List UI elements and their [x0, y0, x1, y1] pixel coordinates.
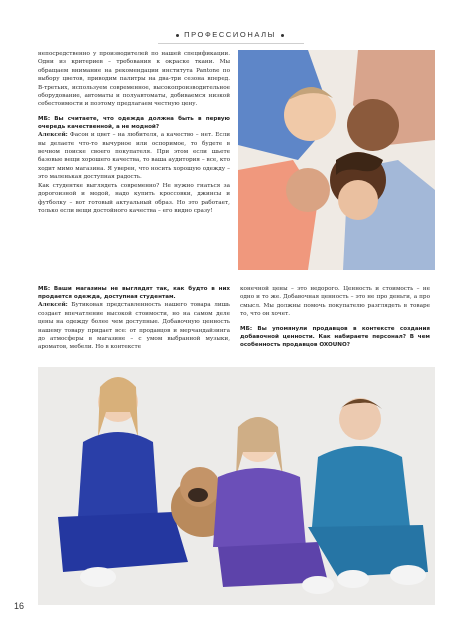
- interview-question: МБ: Ваши магазины не выглядят так, как будто в них продается одежда, доступная студентам.: [38, 286, 230, 301]
- section-title: ПРОФЕССИОНАЛЫ: [184, 30, 276, 39]
- interview-question: МБ: Вы считаете, что одежда должна быть в первую очередь качественной, а не модной?: [38, 115, 230, 131]
- speaker-name: Алексей:: [38, 132, 68, 139]
- paragraph: конечной цены – это недорого. Ценность и стоимость – не одно и то же. Добавочная ценность – это не про деньги, а про смысл. Мы должны помочь покупателю разглядеть в товаре то, что он хочет.: [240, 286, 430, 318]
- answer-text: Бутиковая представленность нашего товара лишь создает впечатление высокой стоимости, но на самом деле цены на одежду более чем доступные. Добавочную ценность нашему товару придает все: от продавцов и мерчандайзинга до атмосферы в магазине – с умом выбранной музыки, ароматов, мебели. Но в контексте: [38, 302, 230, 351]
- header-dot-left: [176, 34, 179, 37]
- header-rule: [158, 43, 304, 44]
- header-dot-right: [281, 34, 284, 37]
- interview-answer: [38, 131, 230, 181]
- column-2-text: [38, 285, 230, 352]
- interview-answer: [38, 301, 230, 351]
- speaker-name: Алексей:: [38, 302, 68, 309]
- paragraph: Как студенткe выглядеть современно? Не нужно гнаться за дорогоизной и модой, надо купить кроссовки, джинсы и футболку – вот готовый актуальный образ. Но это работает, только если вещи достойного качества – его видно сразу!: [38, 182, 230, 214]
- photo-children-circle: [238, 50, 435, 270]
- page-number: 16: [14, 601, 25, 611]
- photo-children-with-dog: [38, 367, 435, 605]
- column-3-text: [240, 285, 430, 349]
- paragraph: непосредственно у производителей по нашей спецификации. Одни из критериев – требования к окраске ткани. Мы обращаем внимание на рекомендации института Pantone по выбору цветов, приводим палитры на два-три сезона вперед. В-третьих, используем современное, высокопроизводительное оборудование, автоматы и полуавтоматы, добиваемся низкой себестоимости и поэтому предлагаем честную цену.: [38, 51, 230, 108]
- section-header: [0, 30, 460, 39]
- answer-text: Фасон и цвет – на любителя, а качество – нет. Если вы делаете что-то вычурное или оспоримое, то будете в вечном поиске своего покупателя. При этом если шьете базовые вещи хорошего качества, то ваша аудитория – все, кто ходит мимо магазина. Я уверен, что носить хорошую одежду – это маленькая доступная радость.: [38, 132, 230, 181]
- interview-question: МБ: Вы упомянули продавцов в контексте создания добавочной ценности. Как набираете персонал? В чем особенность продавцов OXOUNO?: [240, 325, 430, 349]
- column-1-text: [38, 50, 230, 215]
